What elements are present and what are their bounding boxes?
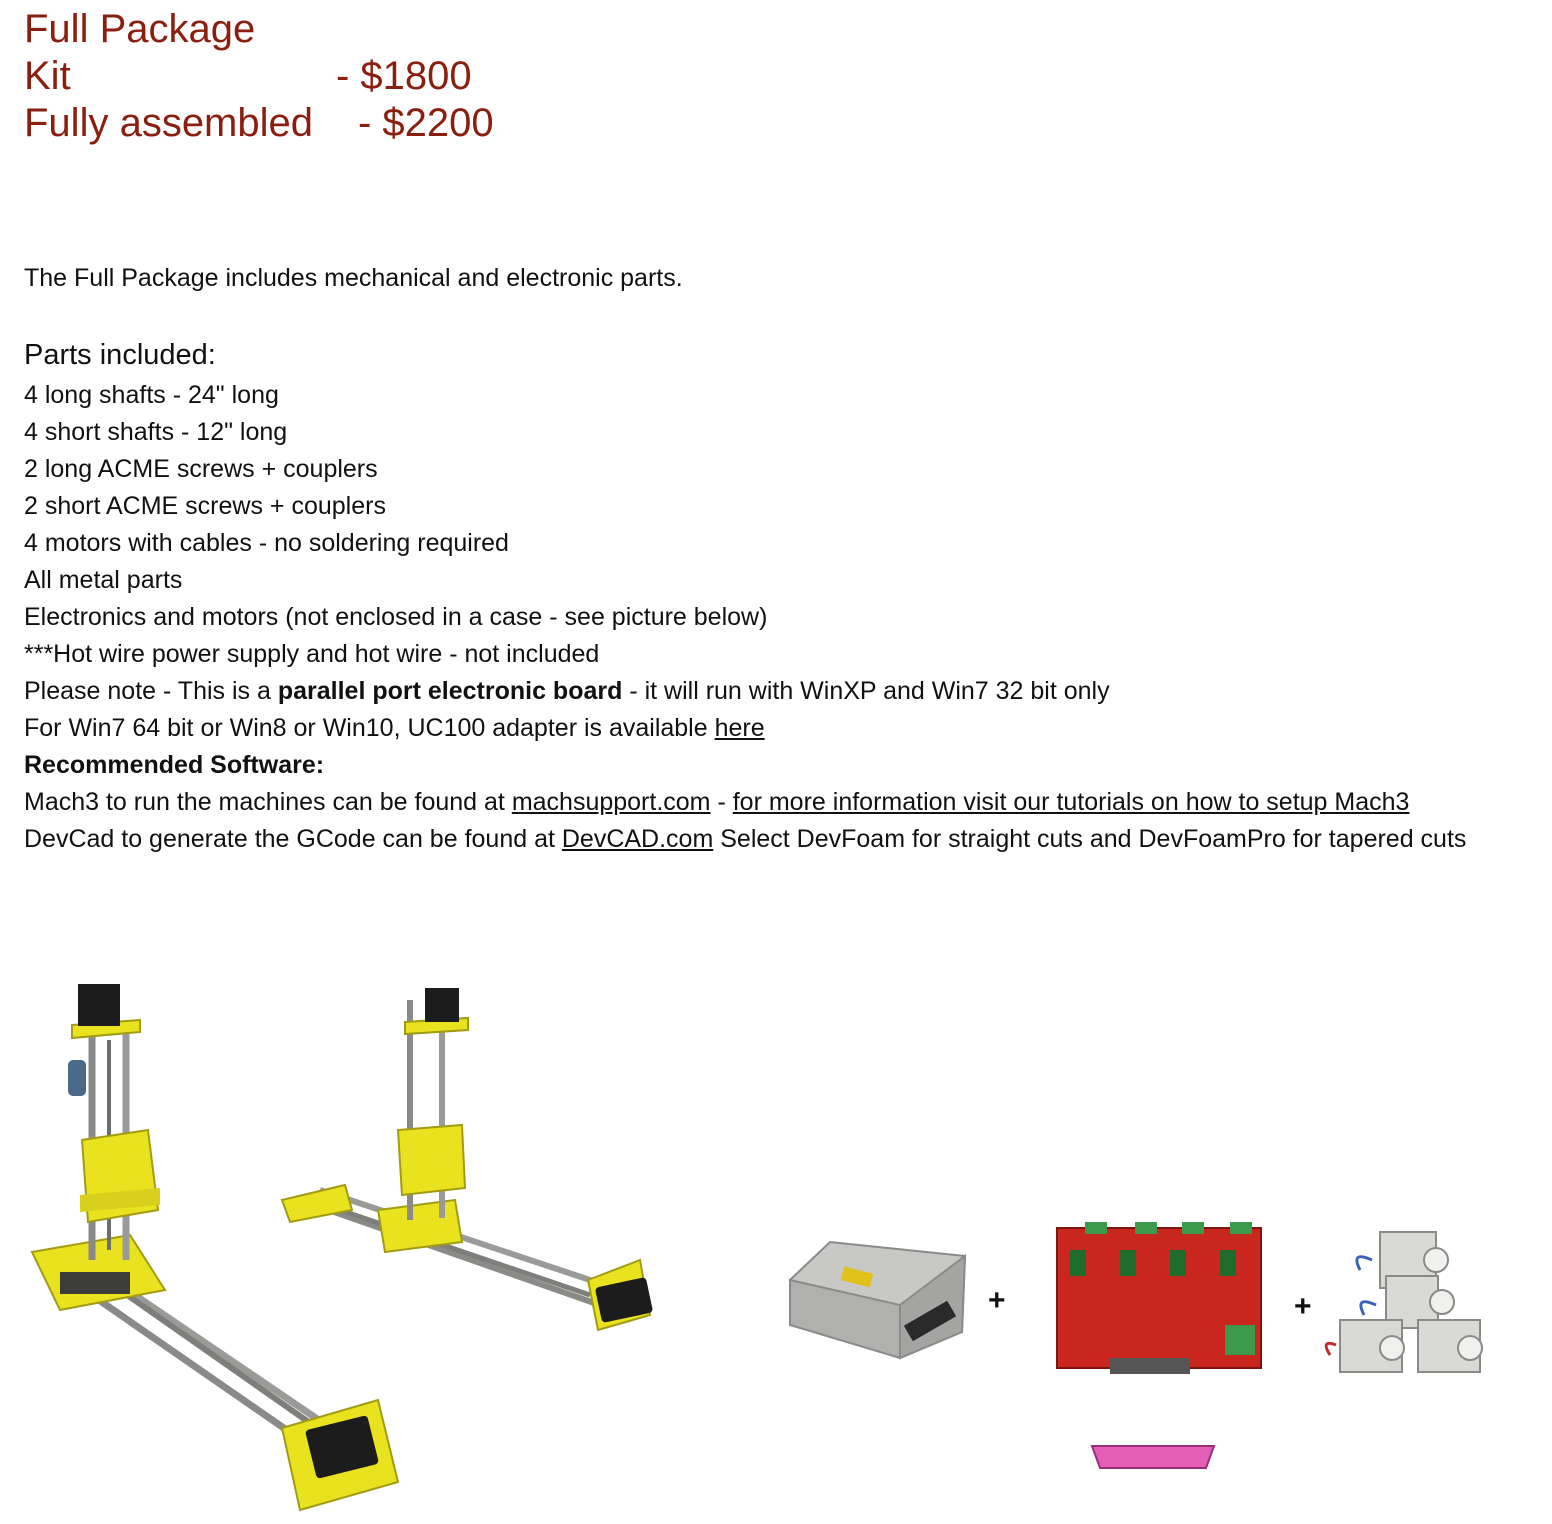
package-title: Full Package <box>24 7 256 51</box>
kit-price: - $1800 <box>336 54 472 98</box>
mach3-prefix: Mach3 to run the machines can be found at <box>24 788 512 816</box>
plus-sign-1: + <box>988 1284 1006 1317</box>
mach3-line <box>24 784 1466 821</box>
list-item: ***Hot wire power supply and hot wire - not included <box>24 640 600 668</box>
devcad-link[interactable]: DevCAD.com <box>561 825 714 853</box>
uc100-note <box>24 710 1466 747</box>
devcad-line <box>24 821 1466 858</box>
devcad-prefix: DevCad to generate the GCode can be found at <box>24 825 562 853</box>
uc100-here-link[interactable]: here <box>714 714 765 742</box>
package-title-row <box>24 6 494 53</box>
list-item: Electronics and motors (not enclosed in a case - see picture below) <box>24 603 768 631</box>
uc100-note-prefix: For Win7 64 bit or Win8 or Win10, UC100 adapter is available <box>24 714 715 742</box>
parallel-note-suffix: - it will run with WinXP and Win7 32 bit only <box>622 677 1110 705</box>
parallel-port-note <box>24 673 1466 710</box>
assembled-price-row <box>24 100 494 147</box>
parts-list <box>24 377 767 673</box>
mach3-separator: - <box>710 788 733 816</box>
product-photos-svg <box>0 960 1552 1519</box>
product-photos <box>0 960 1552 1519</box>
intro-text: The Full Package includes mechanical and electronic parts. <box>24 264 683 292</box>
software-heading-text: Recommended Software: <box>24 751 325 779</box>
list-item: All metal parts <box>24 566 183 594</box>
hotwire-tower-left-image <box>32 984 398 1510</box>
list-item: 4 short shafts - 12" long <box>24 418 288 446</box>
software-heading <box>24 747 1466 784</box>
devcad-suffix: Select DevFoam for straight cuts and DevFoamPro for tapered cuts <box>713 825 1467 853</box>
stepper-motors-image <box>1326 1232 1482 1372</box>
kit-label: Kit <box>24 54 71 98</box>
power-supply-image <box>790 1242 965 1358</box>
pricing-block <box>24 6 494 147</box>
parallel-connector-image <box>1092 1446 1214 1468</box>
machsupport-link[interactable]: machsupport.com <box>511 788 711 816</box>
assembled-price: - $2200 <box>358 101 494 145</box>
assembled-label: Fully assembled <box>24 101 314 145</box>
list-item: 4 motors with cables - no soldering required <box>24 529 509 557</box>
parallel-board-bold: parallel port electronic board <box>277 677 623 705</box>
controller-board-image <box>1057 1222 1261 1374</box>
parallel-note-prefix: Please note - This is a <box>24 677 278 705</box>
hotwire-tower-right-image <box>282 988 653 1330</box>
kit-price-row <box>24 53 494 100</box>
parts-heading: Parts included: <box>24 339 216 371</box>
list-item: 2 long ACME screws + couplers <box>24 455 378 483</box>
mach3-tutorial-link[interactable]: for more information visit our tutorials on how to setup Mach3 <box>732 788 1410 816</box>
list-item: 2 short ACME screws + couplers <box>24 492 386 520</box>
plus-sign-2: + <box>1294 1290 1312 1323</box>
info-block <box>24 673 1466 858</box>
list-item: 4 long shafts - 24" long <box>24 381 279 409</box>
